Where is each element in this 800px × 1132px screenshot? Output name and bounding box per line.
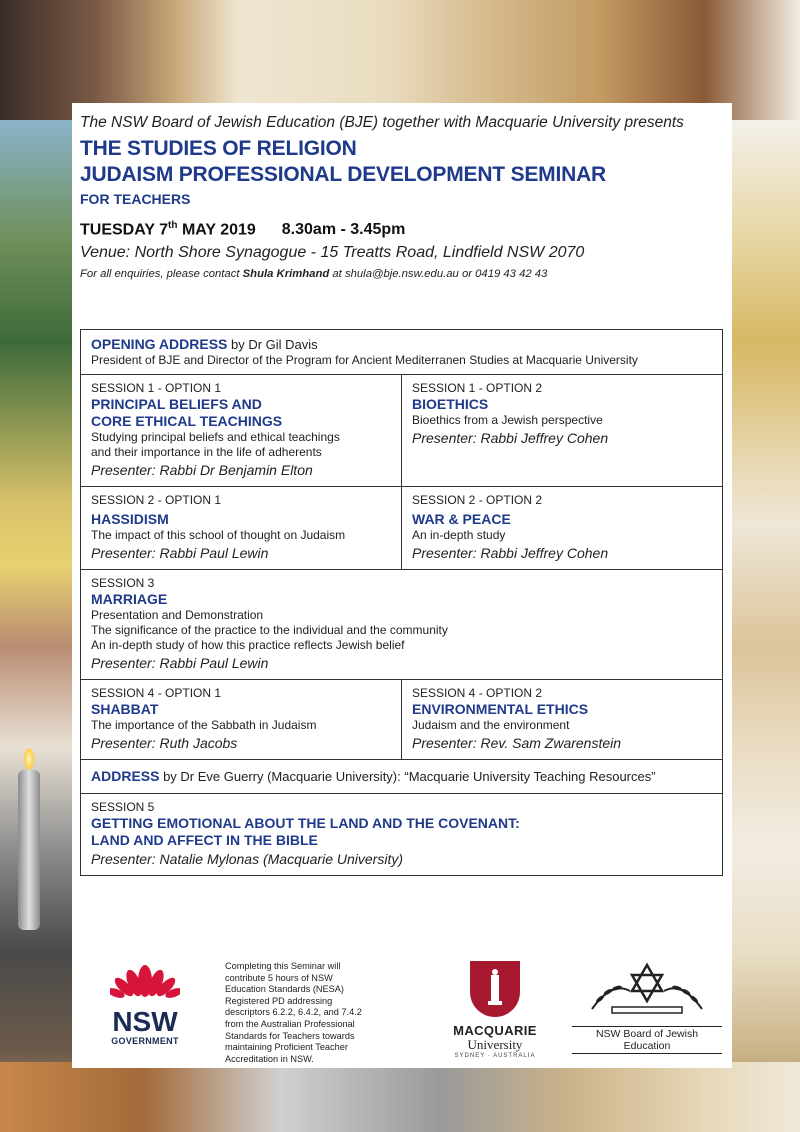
cell-s3 bbox=[81, 570, 722, 679]
row-session-4 bbox=[81, 680, 722, 760]
date-line bbox=[80, 220, 724, 239]
challah-and-seder-plate-photo bbox=[0, 1062, 800, 1132]
s2o2-heading: WAR & PEACE bbox=[412, 511, 511, 527]
title-line-1: THE STUDIES OF RELIGION bbox=[80, 137, 357, 160]
s4o2-label: SESSION 4 - OPTION 2 bbox=[412, 686, 543, 700]
row-session-1 bbox=[81, 375, 722, 487]
nsw-government-logo bbox=[100, 955, 190, 1046]
address-heading: ADDRESS bbox=[91, 768, 160, 784]
date-time: 8.30am - 3.45pm bbox=[281, 221, 406, 239]
program-table bbox=[80, 329, 723, 876]
row-address bbox=[81, 760, 722, 794]
opening-desc: President of BJE and Director of the Program for Ancient Mediterranen Studies at Macquarie University bbox=[91, 353, 638, 367]
macquarie-university-word: University bbox=[467, 1037, 523, 1052]
address-text: by Dr Eve Guerry (Macquarie University): “Macquarie University Teaching Resources” bbox=[159, 769, 656, 784]
menorah-and-matzah-photo bbox=[720, 120, 800, 1132]
s4o1-heading: SHABBAT bbox=[91, 701, 159, 717]
s1o1-desc-1: Studying principal beliefs and ethical teachings bbox=[91, 430, 340, 444]
s4o1-presenter: Presenter: Ruth Jacobs bbox=[91, 735, 238, 751]
s3-desc-3: An in-depth study of how this practice reflects Jewish belief bbox=[91, 638, 405, 652]
footer-logos bbox=[72, 941, 732, 1064]
row-opening bbox=[81, 330, 722, 375]
s1o2-heading: BIOETHICS bbox=[412, 396, 489, 412]
s5-heading-1: GETTING EMOTIONAL ABOUT THE LAND AND THE COVENANT: bbox=[91, 815, 520, 831]
s1o1-heading-2: CORE ETHICAL TEACHINGS bbox=[91, 413, 283, 429]
nsw-mark: NSW bbox=[112, 1006, 178, 1037]
s2o2-desc: An in-depth study bbox=[412, 528, 506, 542]
cell-s4o1 bbox=[81, 680, 402, 759]
s4o1-label: SESSION 4 - OPTION 1 bbox=[91, 686, 222, 700]
cell-s5 bbox=[81, 794, 722, 875]
flyer-panel bbox=[72, 103, 732, 1068]
cell-s1o2 bbox=[402, 375, 722, 486]
s4o2-desc: Judaism and the environment bbox=[412, 718, 570, 732]
s2o1-heading: HASSIDISM bbox=[91, 511, 169, 527]
s3-heading: MARRIAGE bbox=[91, 591, 168, 607]
s1o1-heading-1: PRINCIPAL BELIEFS AND bbox=[91, 396, 262, 412]
row-session-3 bbox=[81, 570, 722, 680]
date-month-year: MAY 2019 bbox=[177, 221, 256, 239]
cell-opening bbox=[81, 330, 722, 374]
s1o2-presenter: Presenter: Rabbi Jeffrey Cohen bbox=[412, 430, 609, 446]
opening-by: by Dr Gil Davis bbox=[227, 337, 318, 352]
s2o2-presenter: Presenter: Rabbi Jeffrey Cohen bbox=[412, 545, 609, 561]
enquiry-suffix: at shula@bje.nsw.edu.au or 0419 43 42 43 bbox=[329, 268, 548, 281]
enquiry-line bbox=[80, 268, 724, 280]
s1o1-desc-2: and their importance in the life of adherents bbox=[91, 445, 322, 459]
s4o2-heading: ENVIRONMENTAL ETHICS bbox=[412, 701, 589, 717]
opening-heading: OPENING ADDRESS bbox=[91, 336, 228, 352]
macquarie-location: SYDNEY · AUSTRALIA bbox=[454, 1053, 536, 1059]
s1o2-desc: Bioethics from a Jewish perspective bbox=[412, 413, 603, 427]
enquiry-contact-name: Shula Krimhand bbox=[242, 268, 330, 281]
s2o2-label: SESSION 2 - OPTION 2 bbox=[412, 493, 543, 507]
torah-scroll-photo bbox=[0, 0, 800, 120]
s4o2-presenter: Presenter: Rev. Sam Zwarenstein bbox=[412, 735, 622, 751]
date-ordinal: th bbox=[168, 220, 178, 231]
bje-name: NSW Board of Jewish Education bbox=[572, 1026, 722, 1054]
subtitle: FOR TEACHERS bbox=[80, 191, 191, 207]
s2o1-label: SESSION 2 - OPTION 1 bbox=[91, 493, 222, 507]
enquiry-prefix: For all enquiries, please contact bbox=[80, 268, 243, 281]
macquarie-name: MACQUARIE bbox=[453, 1023, 537, 1038]
cell-address bbox=[81, 760, 722, 793]
row-session-5 bbox=[81, 794, 722, 875]
macquarie-shield-icon bbox=[470, 961, 520, 1017]
s2o1-presenter: Presenter: Rabbi Paul Lewin bbox=[91, 545, 269, 561]
nsw-government-text: GOVERNMENT bbox=[111, 1036, 179, 1046]
s1o1-presenter: Presenter: Rabbi Dr Benjamin Elton bbox=[91, 462, 313, 478]
s2o1-desc: The impact of this school of thought on Judaism bbox=[91, 528, 346, 542]
macquarie-university-logo bbox=[450, 961, 540, 1059]
accreditation-text: Completing this Seminar will contribute 5 hours of NSW Education Standards (NESA) Registered PD addressing descriptors 6.2.2, 6.4.2, and 7.4.2 from the Australian Professional Standards for Teachers towards maintaining Proficient Teacher Accreditation in NSW. bbox=[225, 961, 362, 1064]
s5-heading-2: LAND AND AFFECT IN THE BIBLE bbox=[91, 832, 318, 848]
star-of-david-icon bbox=[582, 961, 712, 1017]
havdalah-candle-photo bbox=[18, 770, 40, 930]
row-session-2 bbox=[81, 487, 722, 570]
title-line-2: JUDAISM PROFESSIONAL DEVELOPMENT SEMINAR bbox=[80, 163, 607, 186]
intro-line: The NSW Board of Jewish Education (BJE) together with Macquarie University presents bbox=[80, 114, 684, 131]
s1o1-label: SESSION 1 - OPTION 1 bbox=[91, 381, 222, 395]
s3-label: SESSION 3 bbox=[91, 576, 155, 590]
venue: Venue: North Shore Synagogue - 15 Treatts Road, Lindfield NSW 2070 bbox=[80, 244, 585, 262]
cell-s4o2 bbox=[402, 680, 722, 759]
date-day: TUESDAY 7 bbox=[80, 221, 169, 239]
s3-presenter: Presenter: Rabbi Paul Lewin bbox=[91, 655, 269, 671]
s4o1-desc: The importance of the Sabbath in Judaism bbox=[91, 718, 317, 732]
s3-desc-2: The significance of the practice to the individual and the community bbox=[91, 623, 448, 637]
waratah-icon bbox=[110, 955, 180, 999]
cell-s1o1 bbox=[81, 375, 402, 486]
cell-s2o1 bbox=[81, 487, 402, 569]
bje-logo bbox=[572, 961, 722, 1054]
cell-s2o2 bbox=[402, 487, 722, 569]
s3-desc-1: Presentation and Demonstration bbox=[91, 608, 264, 622]
s1o2-label: SESSION 1 - OPTION 2 bbox=[412, 381, 543, 395]
s5-label: SESSION 5 bbox=[91, 800, 155, 814]
s5-presenter: Presenter: Natalie Mylonas (Macquarie University) bbox=[91, 851, 403, 867]
candle-flame bbox=[24, 748, 34, 770]
